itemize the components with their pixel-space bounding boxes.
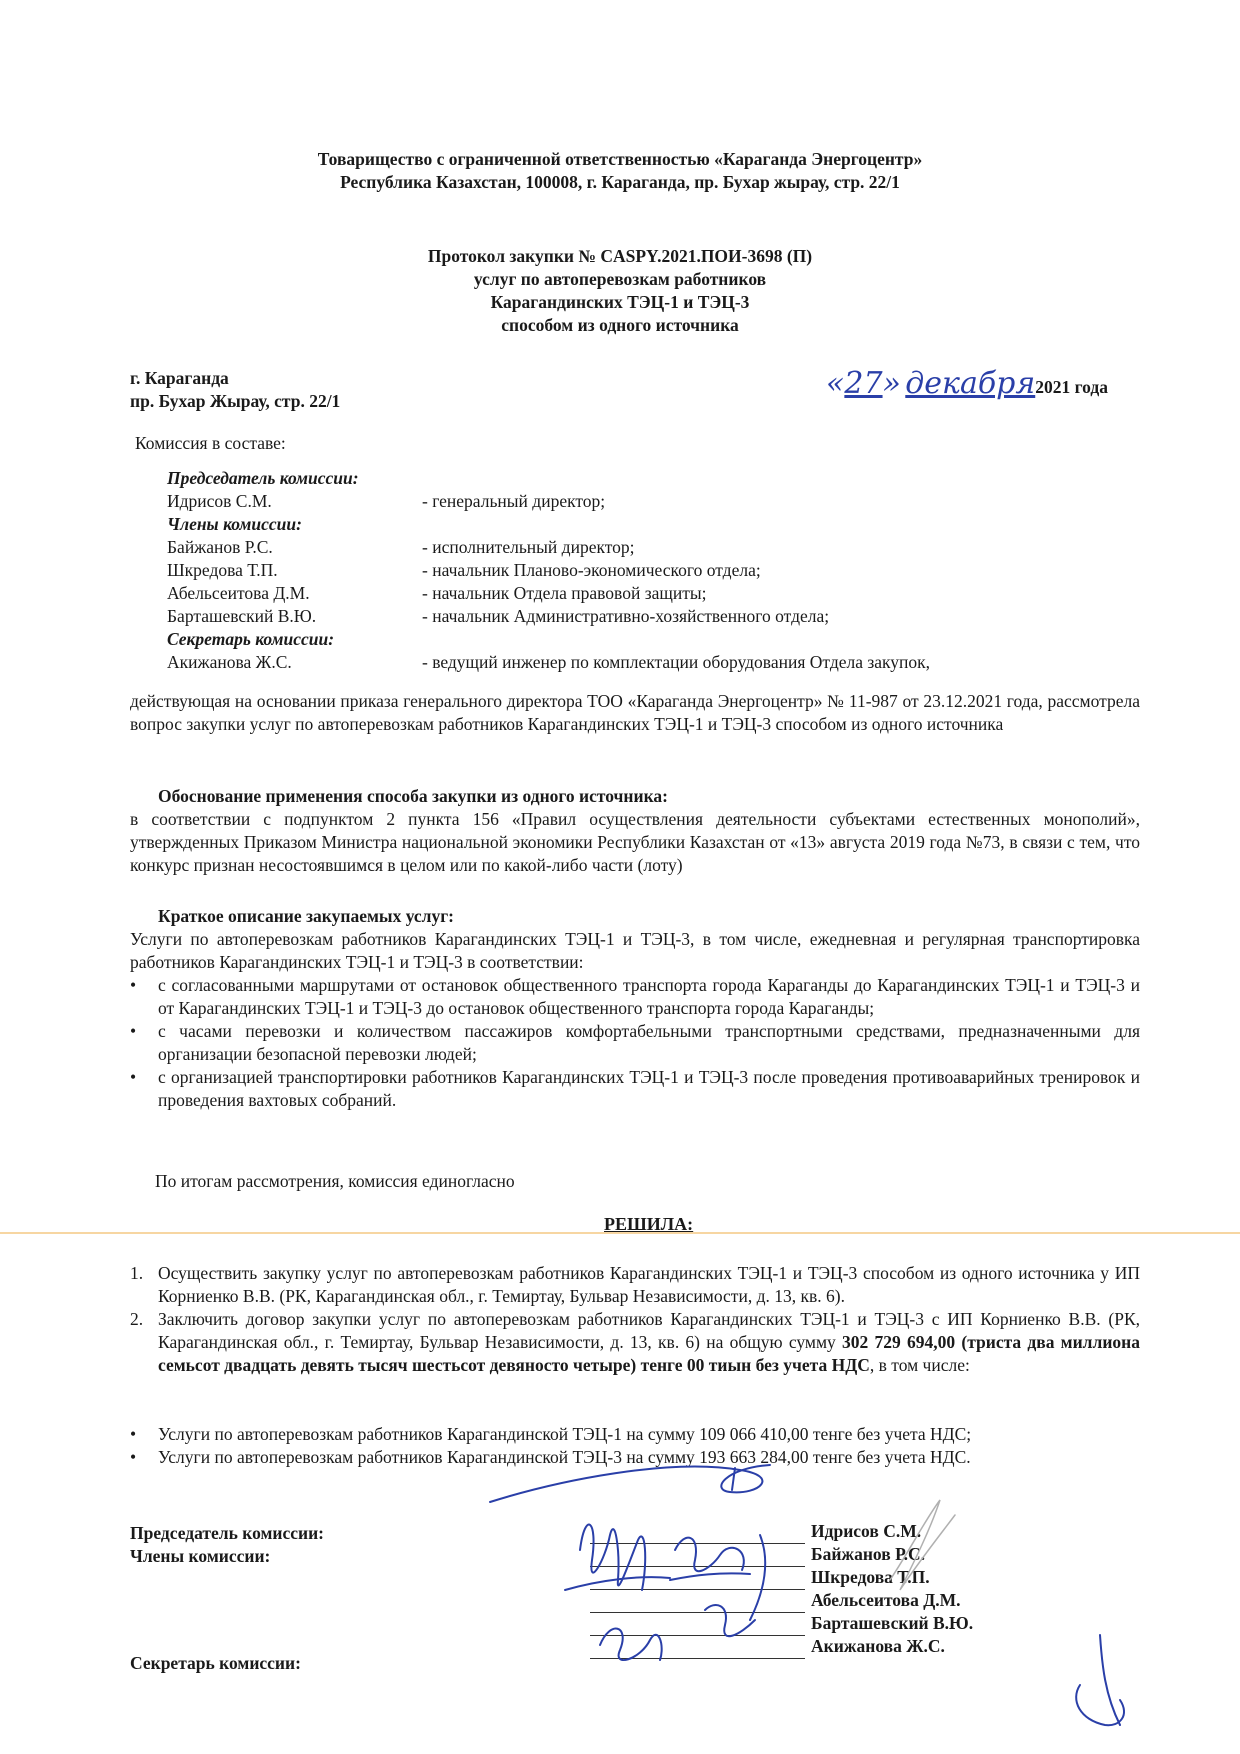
protocol-title (0, 245, 1240, 337)
member-name: Абельсеитова Д.М. (167, 583, 310, 603)
member-role: - исполнительный директор; (422, 537, 635, 557)
decision-item-2 (130, 1308, 1140, 1377)
signer-name: Акижанова Ж.С. (811, 1636, 945, 1656)
chair-name: Идрисов С.М. (167, 491, 272, 511)
title-line-1: Протокол закупки № CASPY.2021.ПОИ-3698 (П) (427, 246, 813, 266)
date-year: 2021 года (1035, 377, 1108, 397)
list-item: • с часами перевозки и количеством пассажиров комфортабельными транспортными средствами, предназначенными для организации безопасной перевозки людей; (130, 1020, 1140, 1066)
org-address: Республика Казахстан, 100008, г. Караганда, пр. Бухар жырау, стр. 22/1 (340, 172, 900, 192)
signer-name: Идрисов С.М. (811, 1521, 922, 1541)
result-intro: По итогам рассмотрения, комиссия единогласно (155, 1171, 515, 1191)
sign-secretary-label: Секретарь комиссии: (130, 1653, 301, 1673)
signer-name: Барташевский В.Ю. (811, 1613, 974, 1633)
description-text: Услуги по автоперевозкам работников Карагандинских ТЭЦ-1 и ТЭЦ-3, в том числе, ежедневная и регулярная транспортировка работников Карагандинских ТЭЦ-1 и ТЭЦ-3 в соответствии: (130, 929, 1140, 972)
title-line-2: услуг по автоперевозкам работников (473, 269, 767, 289)
signer-name: Байжанов Р.С. (811, 1544, 925, 1564)
description-heading: Краткое описание закупаемых услуг: (158, 906, 455, 926)
chair-heading: Председатель комиссии: (167, 468, 359, 488)
chair-role: - генеральный директор; (422, 491, 606, 511)
secretary-name: Акижанова Ж.С. (167, 652, 292, 672)
document-date (826, 366, 1108, 401)
place-city: г. Караганда (130, 368, 229, 388)
signer-name: Абельсеитова Д.М. (811, 1590, 961, 1610)
date-close-quote: » (882, 366, 901, 401)
date-open-quote: « (826, 366, 845, 401)
date-day: 27 (844, 366, 883, 401)
decision-text: Заключить договор закупки услуг по автоперевозкам работников Карагандинских ТЭЦ-1 и ТЭЦ-3 с ИП Корниенко В.В. (РК, Карагандинская обл., г. Темиртау, Бульвар Независимости, д. 13, кв. 6) на общую сумму (158, 1309, 1140, 1352)
justification-text: в соответствии с подпунктом 2 пункта 156 «Правил осуществления деятельности субъектами естественных монополий», утвержденных Приказом Министра национальной экономики Республики Казахстан от «13» августа 2019 года №73, в связи с тем, что конкурс признан несостоявшимся в целом или по какой-либо части (лоту) (130, 809, 1140, 875)
decision-amount: 302 729 694,00 (триста два миллиона семьсот двадцать девять тысяч шестьсот девяносто четыре) тенге 00 тиын без учета НДС (158, 1332, 1140, 1375)
member-name: Шкредова Т.П. (167, 560, 278, 580)
date-month: декабря (905, 366, 1036, 401)
member-role: - начальник Отдела правовой защиты; (422, 583, 707, 603)
member-role: - начальник Планово-экономического отдела; (422, 560, 761, 580)
place-street: пр. Бухар Жырау, стр. 22/1 (130, 391, 341, 411)
sign-chair-label: Председатель комиссии: (130, 1523, 325, 1543)
secretary-role: - ведущий инженер по комплектации оборудования Отдела закупок, (422, 652, 931, 672)
list-item: • Услуги по автоперевозкам работников Карагандинской ТЭЦ-3 на сумму 193 663 284,00 тенге без учета НДС. (130, 1446, 1140, 1469)
acting-paragraph: действующая на основании приказа генерального директора ТОО «Караганда Энергоцентр» № 11-987 от 23.12.2021 года, рассмотрела вопрос закупки услуг по автоперевозкам работников Карагандинских ТЭЦ-1 и ТЭЦ-3 способом из одного источника (130, 691, 1140, 734)
chair-row (167, 490, 1067, 513)
members-heading: Члены комиссии: (167, 514, 302, 534)
title-line-3: Карагандинских ТЭЦ-1 и ТЭЦ-3 (490, 292, 750, 312)
decision-item-1 (130, 1262, 1140, 1308)
commission-intro: Комиссия в составе: (135, 433, 286, 453)
member-name: Байжанов Р.С. (167, 537, 273, 557)
org-header (0, 148, 1240, 194)
member-row (167, 605, 1067, 628)
signer-name: Шкредова Т.П. (811, 1567, 930, 1587)
decision-number: 1. (130, 1263, 144, 1283)
sign-members-label: Члены комиссии: (130, 1546, 271, 1566)
decision-text: Осуществить закупку услуг по автоперевозкам работников Карагандинских ТЭЦ-1 и ТЭЦ-3 способом из одного источника у ИП Корниенко В.В. (РК, Карагандинская обл., г. Темиртау, Бульвар Независимости, д. 13, кв. 6). (158, 1263, 1140, 1306)
decision-number: 2. (130, 1309, 144, 1329)
handwritten-signatures (470, 1440, 970, 1680)
place-block (130, 367, 340, 413)
member-row (167, 559, 1067, 582)
decision-tail: , в том числе: (869, 1355, 970, 1375)
member-role: - начальник Административно-хозяйственного отдела; (422, 606, 830, 626)
list-item: • Услуги по автоперевозкам работников Карагандинской ТЭЦ-1 на сумму 109 066 410,00 тенге без учета НДС; (130, 1423, 1140, 1446)
decided-heading: РЕШИЛА: (604, 1214, 694, 1234)
member-name: Барташевский В.Ю. (167, 606, 317, 626)
secretary-row (167, 651, 1067, 674)
member-row (167, 582, 1067, 605)
title-line-4: способом из одного источника (501, 315, 739, 335)
justification-heading: Обоснование применения способа закупки из одного источника: (158, 786, 668, 806)
org-name: Товарищество с ограниченной ответственностью «Караганда Энергоцентр» (317, 149, 923, 169)
chair-signature-stroke (490, 1465, 770, 1502)
list-item: • с организацией транспортировки работников Карагандинских ТЭЦ-1 и ТЭЦ-3 после проведения противоаварийных тренировок и проведения вахтовых собраний. (130, 1066, 1140, 1112)
decision-list (130, 1262, 1140, 1377)
secretary-heading: Секретарь комиссии: (167, 629, 335, 649)
member-row (167, 536, 1067, 559)
initials-mark (1060, 1625, 1150, 1740)
description-bullet-list (130, 974, 1140, 1112)
list-item: • с согласованными маршрутами от остановок общественного транспорта города Караганды до Карагандинских ТЭЦ-1 и ТЭЦ-3 и от Карагандинских ТЭЦ-1 и ТЭЦ-3 до остановок общественного транспорта города Караганды; (130, 974, 1140, 1020)
